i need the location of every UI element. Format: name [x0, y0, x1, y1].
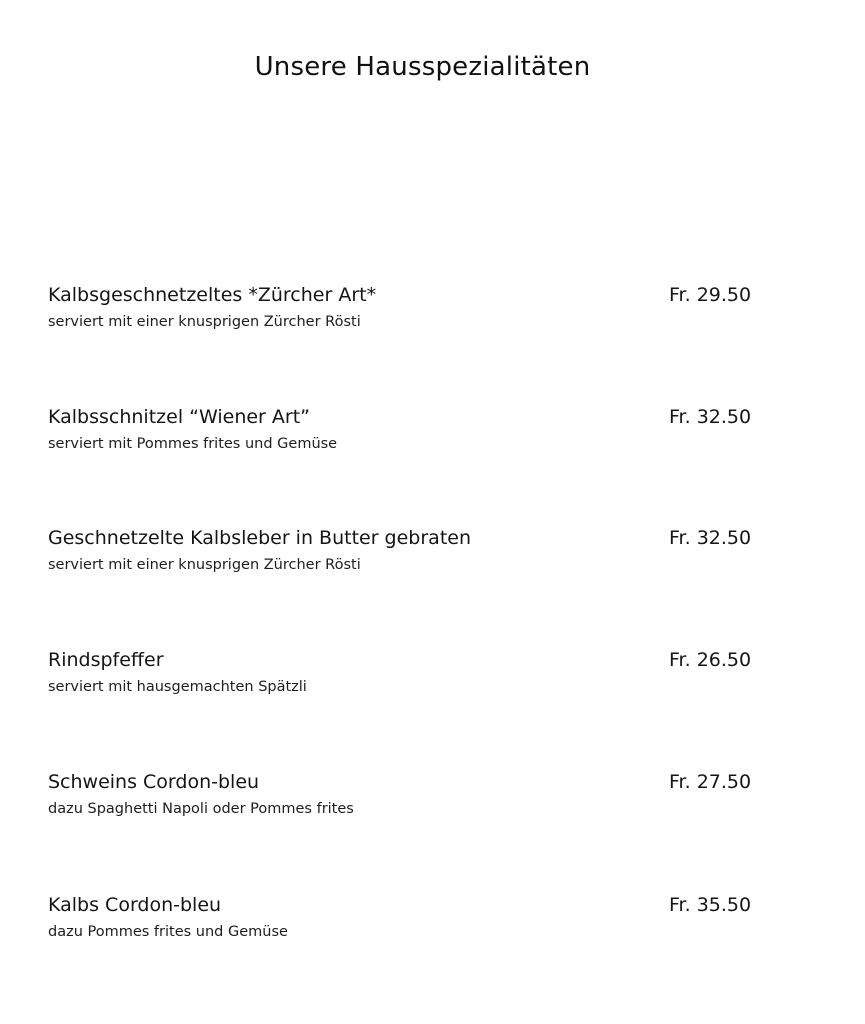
item-price: Fr. 29.50	[669, 284, 752, 306]
menu-item	[48, 893, 788, 953]
menu-item	[48, 283, 788, 343]
item-name: Rindspfeffer	[48, 649, 164, 671]
item-description: dazu Pommes frites und Gemüse	[48, 924, 288, 940]
item-description: serviert mit einer knusprigen Zürcher Rösti	[48, 557, 361, 573]
item-description: serviert mit einer knusprigen Zürcher Rösti	[48, 314, 361, 330]
item-name: Geschnetzelte Kalbsleber in Butter gebraten	[48, 527, 472, 549]
item-name: Kalbsschnitzel “Wiener Art”	[48, 406, 311, 428]
menu-item	[48, 405, 788, 465]
page-title: Unsere Hausspezialitäten	[254, 52, 591, 82]
item-description: serviert mit hausgemachten Spätzli	[48, 679, 307, 695]
item-description: dazu Spaghetti Napoli oder Pommes frites	[48, 801, 354, 817]
item-price: Fr. 35.50	[669, 894, 752, 916]
item-name: Schweins Cordon-bleu	[48, 771, 260, 793]
item-price: Fr. 27.50	[669, 771, 752, 793]
item-name: Kalbs Cordon-bleu	[48, 894, 222, 916]
item-price: Fr. 26.50	[669, 649, 752, 671]
item-description: serviert mit Pommes frites und Gemüse	[48, 436, 338, 452]
menu-item	[48, 648, 788, 708]
menu-item	[48, 770, 788, 830]
item-name: Kalbsgeschnetzeltes *Zürcher Art*	[48, 284, 377, 306]
item-price: Fr. 32.50	[669, 406, 752, 428]
item-price: Fr. 32.50	[669, 527, 752, 549]
menu-item	[48, 526, 788, 586]
